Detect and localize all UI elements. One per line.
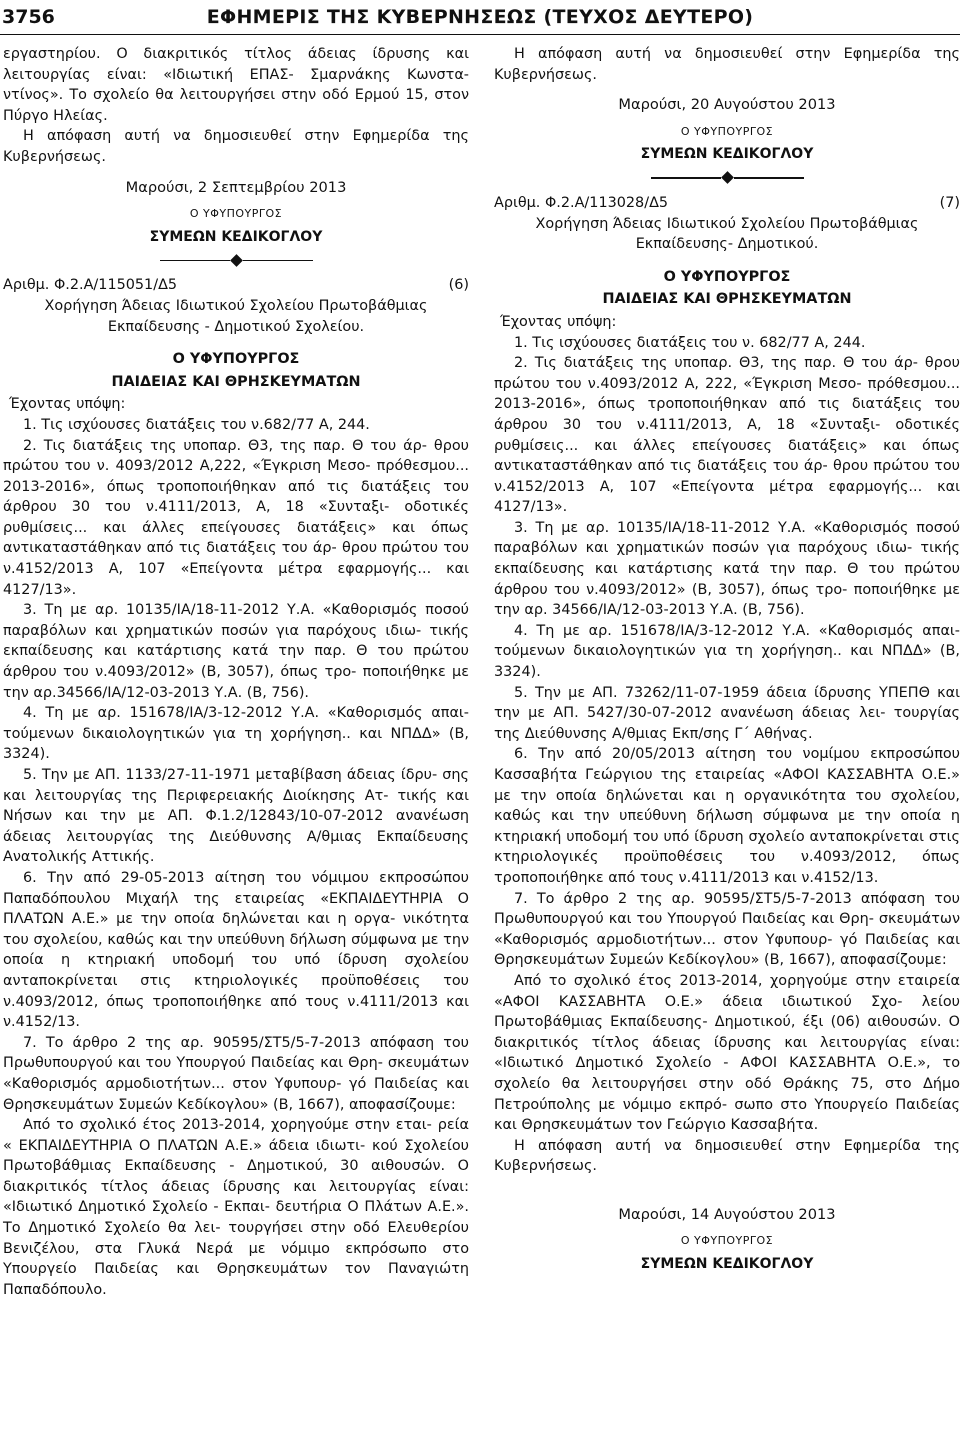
list-item: 7. Το άρθρο 2 της αρ. 90595/ΣΤ5/5-7-2013 απόφαση του Πρωθυπουργού και του Υπουργού Παιδείας και Θρη- σκευμάτων «Καθορισμός αρμοδιοτήτων... στον Υφυπουρ- γό Παιδείας και Θρησκευμάτων Συμεών Κεδίκογλου» (Β, 1667), αποφασίζουμε: (494, 890, 960, 969)
decision-number: Αριθμ. Φ.2.Α/113028/Δ5 (494, 194, 669, 211)
decision-text: Από το σχολικό έτος 2013-2014, χορηγούμε στην εται- ρεία « ΕΚΠΑΙΔΕΥΤΗΡΙΑ Ο ΠΛΑΤΩΝ Α.Ε.» άδεια ιδιωτι- κού Σχολείου Πρωτοβάθμιας Εκπαίδευσης - Δημοτικού, 30 αιθουσών. Ο διακριτικός τίτλος άδειας ίδρυσης και λειτουργίας είναι: «Ιδιωτικό Δημοτικό Σχολείο - Εκπαι- δευτήρια Ο Πλάτων Α.Ε.». Το Δημοτικό Σχολείο θα λει- τουργήσει στην οδό Ελευθερίου Βενιζέλου, στα Γλυκά Νερά με νόμιμο εκπρόσωπο στο Υπουργείο Παιδείας και Θρησκευμάτων τον Παναγιώτη Παπαδόπουλο. (3, 1117, 469, 1298)
publish-paragraph: Η απόφαση αυτή να δημοσιευθεί στην Εφημερίδα της Κυβερνήσεως. (494, 46, 960, 83)
diamond-icon (230, 254, 243, 267)
gazette-title: ΕΦΗΜΕΡΙΣ ΤΗΣ ΚΥΒΕΡΝΗΣΕΩΣ (ΤΕΥΧΟΣ ΔΕΥΤΕΡΟ) (206, 6, 754, 28)
decision-subject: Χορήγηση Άδειας Ιδιωτικού Σχολείου Πρωτοβάθμιας Εκπαίδευσης- Δημοτικού. (535, 215, 919, 253)
list-item: 2. Τις διατάξεις της υποπαρ. Θ3, της παρ. Θ του άρ- θρου πρώτου του ν. 4093/2012 Α,222, «Έγκριση Μεσο- πρόθεσμου... 2013-2016», όπως τροποποιήθηκαν από τις διατάξεις του άρθρου 30 του ν.4111/2013, Α, 18 «Συνταξι- οδοτικές ρυθμίσεις... και άλλες επείγουσες διατάξεις» και όπως αντικαταστάθηκαν από τις διατάξεις του άρ- θρου πρώτου του ν.4152/2013 Α, 107 «Επείγοντα μέτρα εφαρμογής... και 4127/13». (3, 437, 469, 598)
list-item: 1. Τις ισχύουσες διατάξεις του ν.682/77 Α, 244. (23, 416, 370, 433)
minister-name: ΣΥΜΕΩΝ ΚΕΔΙΚΟΓΛΟΥ (149, 228, 323, 245)
decision-subject: Χορήγηση Άδειας Ιδιωτικού Σχολείου Πρωτοβάθμιας Εκπαίδευσης - Δημοτικού Σχολείου. (44, 297, 428, 335)
diamond-icon (721, 172, 734, 185)
separator (494, 171, 960, 185)
decision-number-row (494, 193, 960, 214)
list-item: 1. Τις ισχύουσες διατάξεις του ν. 682/77 Α, 244. (514, 334, 866, 351)
list-item: 7. Το άρθρο 2 της αρ. 90595/ΣΤ5/5-7-2013 απόφαση του Πρωθυπουργού και του Υπουργού Παιδείας και Θρη- σκευμάτων «Καθορισμός αρμοδιοτήτων... στον Υφυπουρ- γό Παιδείας και Θρησκευμάτων Συμεών Κεδίκογλου» (Β, 1667), αποφασίζουμε: (3, 1034, 469, 1113)
decision-number-row (3, 275, 469, 296)
minister-title: Ο ΥΦΥΠΟΥΡΓΟΣ (189, 207, 283, 221)
page-number: 3756 (2, 6, 55, 28)
list-item: 6. Την από 20/05/2013 αίτηση του νομίμου εκπροσώπου Κασσαβήτα Γεώργιου της εταιρείας «ΑΦΟΙ ΚΑΣΣΑΒΗΤΑ Ο.Ε.» με την οποία δηλώνεται και η οργανικότητα του σχολείου, καθώς και την υπεύθυνη δήλωση σύμφωνα με την οποία η κτηριακή υποδομή του υπό ίδρυση σχολείο ανταποκρίνεται στις κτηριολογικές προϋποθέσεις του ν.4093/2012, όπως τροποποιήθηκε από τους ν.4111/2013 και ν.4152/13. (494, 746, 960, 886)
list-item: 2. Τις διατάξεις της υποπαρ. Θ3, της παρ. Θ του άρ- θρου πρώτου του ν.4093/2012 Α, 222, «Έγκριση Μεσο- πρόθεσμου... 2013-2016», όπως τροποποιήθηκαν από τις διατάξεις του άρθρου 30 του ν.4111/2013, Α, 18 «Συνταξι- οδοτικές ρυθμίσεις... και άλλες επείγουσες διατάξεις» και όπως αντικαταστάθηκαν από τις διατάξεις του άρ- θρου πρώτου του ν.4152/2013 Α, 107 «Επείγοντα μέτρα εφαρμογής... και 4127/13». (494, 355, 960, 516)
right-column (494, 44, 960, 1275)
place-date: Μαρούσι, 20 Αυγούστου 2013 (618, 96, 836, 114)
place-date-2: Μαρούσι, 14 Αυγούστου 2013 (618, 1205, 836, 1223)
decision-text: Από το σχολικό έτος 2013-2014, χορηγούμε στην εταιρεία «ΑΦΟΙ ΚΑΣΣΑΒΗΤΑ Ο.Ε.» άδεια ιδιωτικού Σχο- λείου Πρωτοβάθμιας Εκπαίδευσης- Δημοτικού, έξι (06) αιθουσών. Ο διακριτικός τίτλος άδειας ίδρυσης και λειτουργίας είναι: «Ιδιωτικό Δημοτικό Σχολείο - ΑΦΟΙ ΚΑΣΣΑΒΗΤΑ Ο.Ε.», το σχολείο θα λειτουργήσει στην οδό Θράκης 75, στο Δήμο Πετρούπολης με νόμιμο εκπρό- σωπο στο Υπουργείο Παιδείας και Θρησκευμάτων τον Γεώργιο Κασσαβήτα. (494, 972, 960, 1134)
left-column (3, 44, 469, 1300)
heading-2: ΠΑΙΔΕΙΑΣ ΚΑΙ ΘΡΗΣΚΕΥΜΑΤΩΝ (602, 291, 852, 308)
list-item: 5. Την με ΑΠ. 1133/27-11-1971 μεταβίβαση άδειας ίδρυ- σης και λειτουργίας της Περιφερειακής Διοίκησης Ατ- τικής και Νήσων και την με ΑΠ. Φ.1.2/12843/10-07-2012 ανανέωση άδειας λειτουργίας της Διεύθυνσης Α/θμιας Εκπαίδευσης Ανατολικής Αττικής. (3, 767, 469, 866)
heading-1: Ο ΥΦΥΠΟΥΡΓΟΣ (172, 351, 300, 368)
place-date: Μαρούσι, 2 Σεπτεμβρίου 2013 (125, 178, 347, 196)
publish-paragraph-2: Η απόφαση αυτή να δημοσιευθεί στην Εφημερίδα της Κυβερνήσεως. (494, 1137, 960, 1175)
minister-title-2: Ο ΥΦΥΠΟΥΡΓΟΣ (680, 1234, 774, 1248)
intro-paragraph: εργαστηρίου. Ο διακριτικός τίτλος άδειας ίδρυσης και λειτουργίας είναι: «Ιδιωτική ΕΠΑΣ- Σμαρνάκης Κωνστα- ντίνος». Το σχολείο θα λειτουργήσει στην οδό Ερμού 15, στον Πύργο Ηλείας. (3, 46, 469, 124)
decision-index: (7) (939, 194, 960, 211)
decision-number: Αριθμ. Φ.2.Α/115051/Δ5 (3, 277, 178, 294)
minister-title: Ο ΥΦΥΠΟΥΡΓΟΣ (680, 124, 774, 138)
list-item: 5. Την με ΑΠ. 73262/11-07-1959 άδεια ίδρυσης ΥΠΕΠΘ και την με ΑΠ. 5427/30-07-2012 ανανέωση άδειας λει- τουργίας της Διεύθυνσης Α/θμιας Εκπ/σης Γ΄ Αθήνας. (494, 684, 960, 742)
considering-label: Έχοντας υπόψη: (500, 313, 617, 330)
list-item: 6. Την από 29-05-2013 αίτηση του νόμιμου εκπροσώπου Παπαδόπουλου Μιχαήλ της εταιρείας «ΕΚΠΑΙΔΕΥΤΗΡΙΑ Ο ΠΛΑΤΩΝ Α.Ε.» με την οποία δηλώνεται και η οργα- νικότητα του σχολείου, καθώς και την υπεύθυνη δήλωση σύμφωνα με την οποία η κτηριακή υποδομή του υπό ίδρυση σχολείου ανταποκρίνεται στις κτηριολογικές προϋποθέσεις του ν.4093/2012, όπως τροποποιήθηκε από τους ν.4111/2013 και ν.4152/13. (3, 869, 469, 1031)
separator (3, 253, 469, 267)
minister-name: ΣΥΜΕΩΝ ΚΕΔΙΚΟΓΛΟΥ (640, 146, 814, 163)
list-item: 4. Τη με αρ. 151678/ΙΑ/3-12-2012 Υ.Α. «Καθορισμός απαι- τούμενων δικαιολογητικών για τη χορήγηση.. και ΝΠΔΔ» (Β, 3324). (494, 622, 960, 681)
considering-label: Έχοντας υπόψη: (9, 396, 126, 413)
page-header (0, 0, 960, 35)
minister-name-2: ΣΥΜΕΩΝ ΚΕΔΙΚΟΓΛΟΥ (640, 1256, 814, 1273)
list-item: 3. Τη με αρ. 10135/ΙΑ/18-11-2012 Υ.Α. «Καθορισμός ποσού παραβόλων και χρηματικών ποσών για παρόχους ιδιω- τικής εκπαίδευσης και κατάρτισης κατά την παρ. Θ του πρώτου άρθρου του ν.4093/2012» (Β, 3057), όπως τρο- ποποιήθηκε με την αρ.34566/ΙΑ/12-03-2013 Υ.Α. (Β, 756). (3, 602, 469, 701)
heading-1: Ο ΥΦΥΠΟΥΡΓΟΣ (663, 268, 791, 285)
publish-paragraph: Η απόφαση αυτή να δημοσιευθεί στην Εφημερίδα της Κυβερνήσεως. (3, 128, 469, 165)
heading-2: ΠΑΙΔΕΙΑΣ ΚΑΙ ΘΡΗΣΚΕΥΜΑΤΩΝ (111, 373, 361, 390)
list-item: 4. Τη με αρ. 151678/ΙΑ/3-12-2012 Υ.Α. «Καθορισμός απαι- τούμενων δικαιολογητικών για τη χορήγηση.. και ΝΠΔΔ» (Β, 3324). (3, 705, 469, 763)
decision-index: (6) (448, 277, 469, 294)
list-item: 3. Τη με αρ. 10135/ΙΑ/18-11-2012 Υ.Α. «Καθορισμός ποσού παραβόλων και χρηματικών ποσών για παρόχους ιδιω- τικής εκπαίδευσης και κατάρτισης κατά την παρ. Θ του πρώτου άρθρου του ν.4093/2012» (Β, 3057), όπως τρο- ποποιήθηκε με την αρ. 34566/ΙΑ/12-03-2013 Υ.Α. (Β, 756). (494, 519, 960, 619)
